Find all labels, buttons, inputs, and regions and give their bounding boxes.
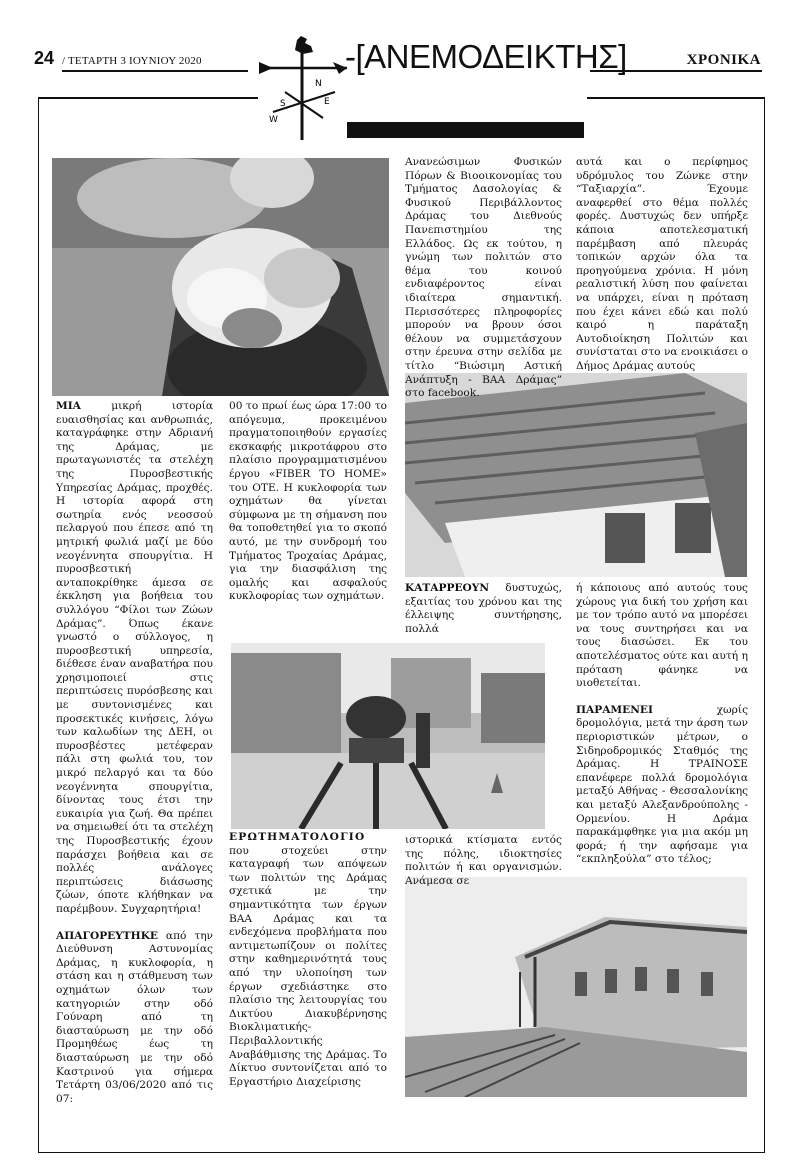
- traffic-lead: ΑΠΑΓΟΡΕΥΤΗΚΕ: [56, 929, 158, 942]
- buildings-text-2: ιστορικά κτίσματα εντός της πόλης, ιδιοκτησίες πολιτών ή και οργανισμών. Ανάμεσα σε: [405, 834, 562, 887]
- frame-top-right: [587, 97, 765, 99]
- column-4-bottom: [576, 582, 748, 880]
- photo-survey-image: [231, 643, 545, 829]
- buildings-lead: ΚΑΤΑΡΡΕΟΥΝ: [405, 582, 490, 594]
- questionnaire-text-1: που στοχεύει στην καταγραφή των απόψεων των πολιτών της Δράμας σχετικά με την σημαντικότητα των έργων ΒΑΑ Δράμας και τα ενδεχόμενα προβλήματα που αντιμετωπίζουν οι πολίτες στην καθημερινότητά τους από την υλοποίηση των έργων σχεδιάστηκε στο πλαίσιο της λειτουργίας του Δικτύου Διακυβέρνησης Βιοκλιματικής- Περιβαλλοντικής Αναβάθμισης της Δράμας. Το Δίκτυο συντονίζεται από το Εργαστήριο Διαχείρισης: [229, 844, 387, 1088]
- column-2-top: [229, 400, 387, 617]
- article-buildings-part1: [405, 582, 562, 636]
- column-1: [56, 400, 213, 1119]
- traffic-text-2: 00 το πρωί έως ώρα 17:00 το απόγευμα, προκειμένου πραγματοποιηθούν εργασίες εκσκαφής μικροτάφρου στο πλαίσιο προγραμματισμένου έργου «FIBER TO HOME» του ΟΤΕ. Η κυκλοφορία των οχημάτων θα γίνεται σύμφωνα με τη σήμανση που θα τοποθετηθεί για το σκοπό αυτό, με την συνδρομή του Τμήματος Τροχαίας Δράμας, για την διασφάλιση της ομαλής και ασφαλούς κυκλοφορίας των οχημάτων.: [229, 400, 387, 603]
- article-buildings-part2: [405, 834, 562, 888]
- column-brand-title: -[ΑΝΕΜΟΔΕΙΚΤΗΣ]: [345, 38, 627, 75]
- vane-letter-s: S: [280, 99, 286, 109]
- article-questionnaire-part2: [405, 156, 562, 401]
- column-3-top: [405, 156, 562, 414]
- buildings-text-3: ή κάποιους από αυτούς τους χώρους για δική του χρήση και με τον τρόπο αυτό να μπορέσει να τους συντηρήσει και να τους διασώσει. Εκ του αποτελέσματος ούτε και αυτή η πρόταση φάνηκε να υιοθετείται.: [576, 582, 748, 690]
- article-traffic-part1: [56, 930, 213, 1107]
- buildings-text-0: αυτά και ο περίφημος υδρόμυλος του Ζώνκε στην “Ταξιαρχία”. Έχουμε αναφερθεί στο θέμα πολλές φορές. Δυστυχώς δεν υπήρξε κάποια αποτελεσματική παρέμβαση από πλευράς τοπικών αρχών όλα τα προηγούμενα χρόνια. Η μόνη ρεαλιστική λύση που φαίνεται να υπάρχει, είναι η πρόταση που έχει κάνει εδώ και πολύ καιρό η παράταξη Αυτοδιοίκηση Πολιτών και συνίσταται στο να ενοικιάσει ο Δήμος Δράμας αυτούς: [576, 156, 748, 372]
- survey-photo: [231, 643, 545, 829]
- article-questionnaire-part1: [229, 831, 387, 1089]
- section-name: ΧΡΟΝΙΚΑ: [686, 52, 761, 68]
- stork-photo: [52, 158, 389, 396]
- article-stork: [56, 400, 213, 917]
- article-buildings-part0: [576, 156, 748, 374]
- stork-text: μικρή ιστορία ευαισθησίας και ανθρωπιάς, καταγράφηκε στην Αδριανή της Δράμας, με πρωταγωνιστές τα στελέχη της Πυροσβεστικής Υπηρεσίας Δράμας, προχθές. Η ιστορία αφορά στη σωτηρία ενός νεοσσού πελαργού που έπεσε από τη μητρική φωλιά μαζί με δύο νεογέννητα σπουργίτια. Η πυροσβεστική ανταποκρίθηκε άμεσα σε έκκληση για βοήθεια του συλλόγου “Φίλοι των Ζώων Δράμας”. Όπως έκανε γνωστό ο σύλλογος, η πυροσβεστική υπηρεσία, διέθεσε έναν αναβατήρα που χρησιμοποιεί στις περιπτώσεις πυρόσβεσης και με συντονισμένες και προσεκτικές κινήσεις, λόγω των καλωδίων της ΔΕΗ, οι πυροσβέστες μετέφεραν πάλι στη φωλιά του, τον μικρό πελαργό και τα δύο νεογέννητα σπουργίτια, δίνοντας τους έτσι την ευκαιρία για ζωή. Θα πρέπει να σημειωθεί ότι τα στελέχη της Πυροσβεστικής έχουν παράσχει βοήθεια και σε πολλές ανάλογες περιπτώσεις διάσωσης ζώων, όποτε κλήθηκαν να παρέμβουν. Συγχαρητήρια!: [56, 400, 214, 915]
- column-3-bottom: [405, 834, 562, 901]
- photo-stork-image: [52, 158, 389, 396]
- traffic-text-1: από την Διεύθυνση Αστυνομίας Δράμας, η κυκλοφορία, η στάση και η στάθμευση των οχημάτων όλων των κατηγοριών στην οδό Γούναρη από τη διασταύρωση με την οδό Προμηθέως έως τη διασταύρωση με την οδό Καστρινού για σήμερα Τετάρτη 03/06/2020 από τις 07:: [56, 929, 213, 1105]
- vane-letter-w: W: [269, 115, 278, 125]
- column-2-bottom: [229, 831, 387, 1102]
- vane-letter-n: N: [315, 79, 322, 89]
- stork-lead: ΜΙΑ: [56, 400, 81, 412]
- article-traffic-part2: [229, 400, 387, 604]
- station-photo: [405, 877, 747, 1097]
- photo-station-image: [405, 877, 747, 1097]
- questionnaire-lead: ΕΡΩΤΗΜΑΤΟΛΟΓΙΟ: [229, 831, 366, 843]
- column-4-top: [576, 156, 748, 387]
- column-3-middle: [405, 582, 562, 649]
- header-rule-left: [62, 70, 248, 72]
- article-station: [576, 704, 748, 867]
- page-number: 24: [34, 48, 55, 68]
- buildings-text-1: δυστυχώς, εξαιτίας του χρόνου και της έλλειψης συντήρησης, πολλά: [405, 582, 562, 635]
- frame-top-left: [38, 97, 258, 99]
- issue-date: / ΤΕΤΑΡΤΗ 3 ΙΟΥΝΙΟΥ 2020: [62, 55, 202, 67]
- station-lead: ΠΑΡΑΜΕΝΕΙ: [576, 703, 653, 716]
- station-text: χωρίς δρομολόγια, μετά την άρση των περιοριστικών μέτρων, ο Σιδηροδρομικός Σταθμός της Δράμας. Η ΤΡΑΙΝΟΣΕ επανέφερε πολλά δρομολόγια μεταξύ Αθήνας - Θεσσαλονίκης και μεταξύ Αλεξανδρούπολης - Ορμενίου. Η Δράμα παρακάμφθηκε για μια ακόμ μη φορά; ή την αφήσαμε για “εκπληξούλα” στο τέλος;: [576, 703, 748, 866]
- questionnaire-text-2: Ανανεώσιμων Φυσικών Πόρων & Βιοοικονομίας του Τμήματος Δασολογίας & Φυσικού Περιβάλλοντος Δράμας του Διεθνούς Πανεπιστημίου της Ελλάδος. Ως εκ τούτου, η γνώμη των πολιτών στο θέμα του κοινού ενδιαφέροντος είναι ιδιαίτερα σημαντική. Περισσότερες πληροφορίες μπορούν να βρουν όσοι θέλουν να συμμετάσχουν στην έρευνα στην σελίδα με τίτλο “Βιώσιμη Αστική Ανάπτυξη - ΒΑΑ Δράμας” στο facebook.: [405, 156, 562, 400]
- article-buildings-part3: [576, 582, 748, 691]
- vane-letter-e: E: [324, 97, 330, 107]
